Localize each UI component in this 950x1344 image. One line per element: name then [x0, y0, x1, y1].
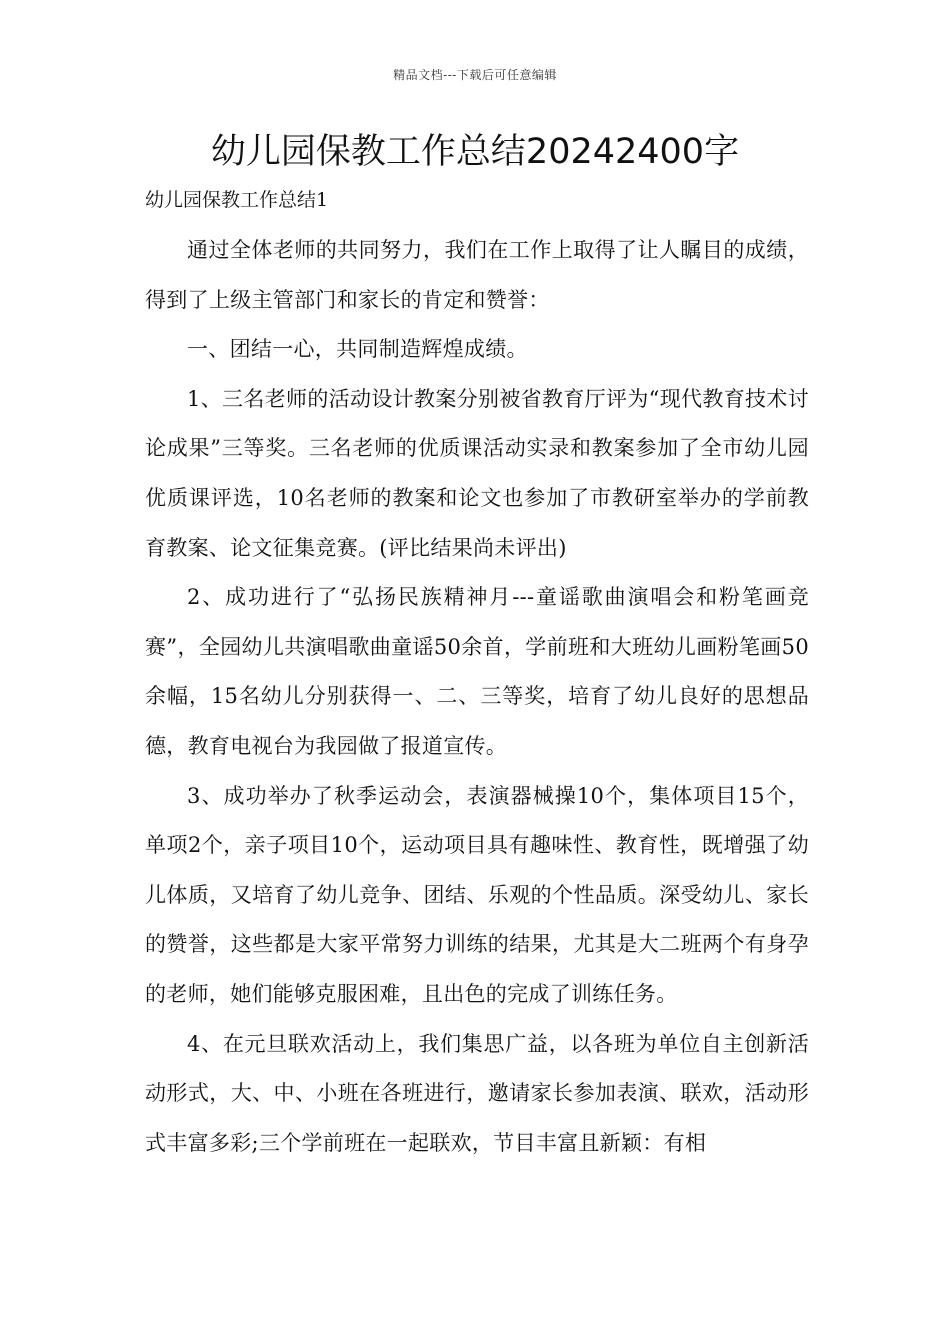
document-title: 幼儿园保教工作总结20242400字	[210, 132, 740, 172]
section-heading: 幼儿园保教工作总结1	[145, 189, 329, 211]
header-note: 精品文档---下载后可任意编辑	[393, 68, 557, 82]
paragraph-item-3: 3、成功举办了秋季运动会，表演器械操10个，集体项目15个，单项2个，亲子项目10个，运动项目具有趣味性、教育性，既增强了幼儿体质，又培育了幼儿竞争、团结、乐观的个性品质。深受幼儿、家长的赞誉，这些都是大家平常努力训练的结果，尤其是大二班两个有身孕的老师，她们能够克服困难，且出色的完成了训练任务。	[145, 783, 809, 1006]
paragraph-point-1: 一、团结一心，共同制造辉煌成绩。	[187, 337, 528, 362]
document-body	[145, 226, 809, 1168]
paragraph-intro: 通过全体老师的共同努力，我们在工作上取得了让人瞩目的成绩，得到了上级主管部门和家长的肯定和赞誉：	[145, 238, 809, 312]
paragraph-item-2: 2、成功进行了“弘扬民族精神月---童谣歌曲演唱会和粉笔画竞赛”，全园幼儿共演唱歌曲童谣50余首，学前班和大班幼儿画粉笔画50余幅，15名幼儿分别获得一、二、三等奖，培育了幼儿良好的思想品德，教育电视台为我园做了报道宣传。	[145, 585, 809, 758]
paragraph-item-1: 1、三名老师的活动设计教案分别被省教育厅评为“现代教育技术讨论成果”三等奖。三名老师的优质课活动实录和教案参加了全市幼儿园优质课评选，10名老师的教案和论文也参加了市教研室举办的学前教育教案、论文征集竞赛。(评比结果尚未评出)	[145, 386, 809, 560]
paragraph-item-4: 4、在元旦联欢活动上，我们集思广益，以各班为单位自主创新活动形式，大、中、小班在各班进行，邀请家长参加表演、联欢，活动形式丰富多彩;三个学前班在一起联欢，节目丰富且新颖：有相	[145, 1031, 809, 1155]
